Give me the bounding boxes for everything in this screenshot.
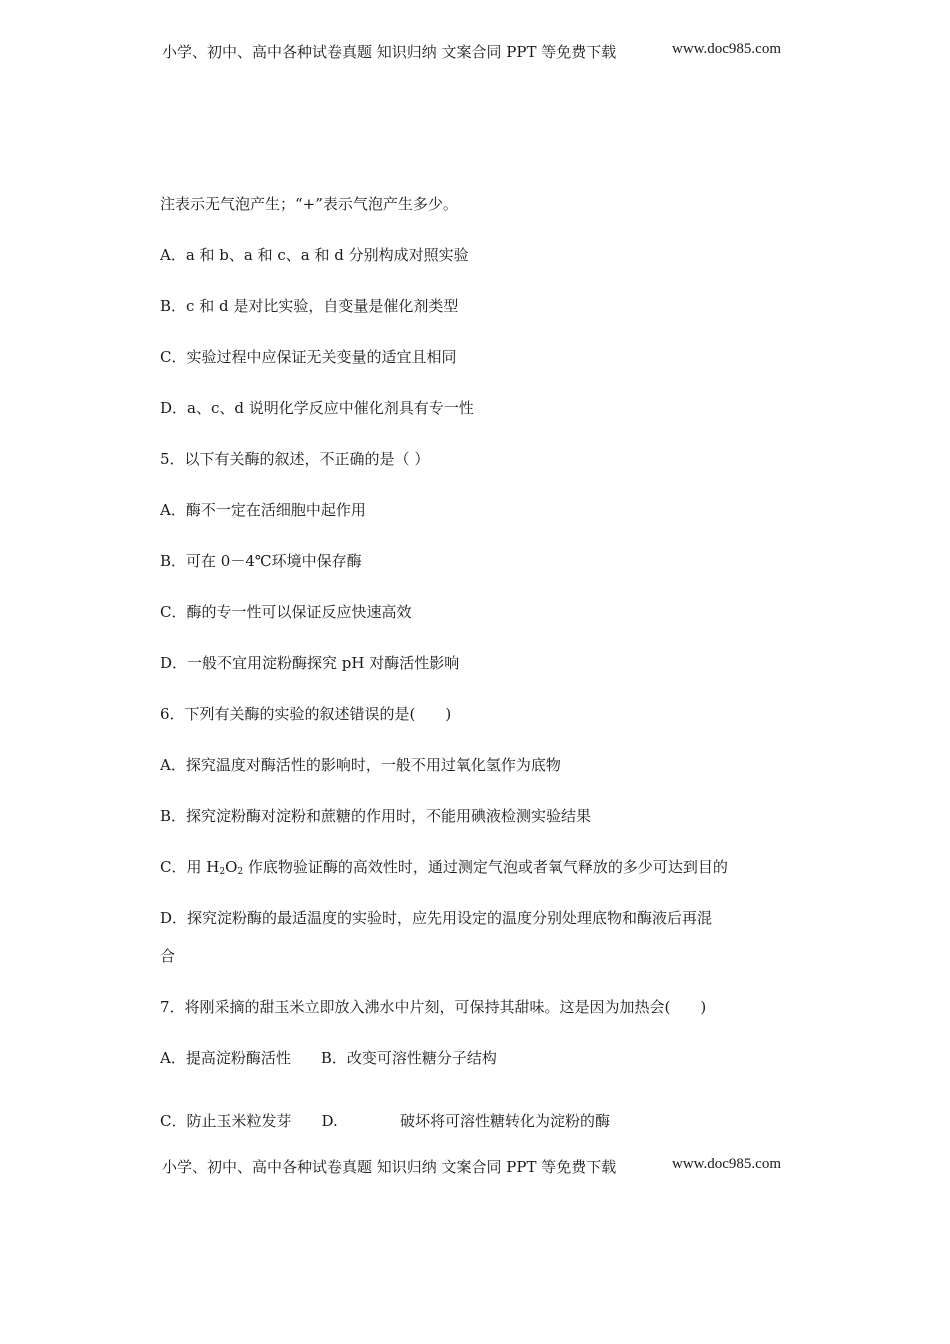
q4-option-d: D．a、c、d 说明化学反应中催化剂具有专一性 — [160, 399, 474, 417]
q5-option-b: B．可在 0－4℃环境中保存酶 — [160, 552, 362, 570]
page-header — [162, 41, 802, 62]
q7-options-cd — [160, 1110, 680, 1131]
header-site-link[interactable]: www.doc985.com — [672, 41, 782, 57]
q6-option-c — [160, 856, 728, 877]
q5-option-a: A．酶不一定在活细胞中起作用 — [160, 501, 366, 519]
footer-text: 小学、初中、高中各种试卷真题 知识归纳 文案合同 PPT 等免费下载 — [162, 1158, 617, 1176]
q6-option-d-line2: 合 — [160, 947, 176, 965]
q6-stem: 6．下列有关酶的实验的叙述错误的是( ) — [160, 705, 452, 723]
q7-option-c: C．防止玉米粒发芽 D. — [160, 1112, 338, 1130]
q5-option-c: C．酶的专一性可以保证反应快速高效 — [160, 603, 412, 621]
q6-option-c-mid: O — [225, 858, 238, 876]
header-text: 小学、初中、高中各种试卷真题 知识归纳 文案合同 PPT 等免费下载 — [162, 43, 617, 61]
q7-options-ab: A．提高淀粉酶活性 B．改变可溶性糖分子结构 — [160, 1049, 497, 1067]
h2o2-subscript-2: 2 — [237, 867, 244, 877]
q7-stem: 7．将刚采摘的甜玉米立即放入沸水中片刻，可保持其甜味。这是因为加热会( ) — [160, 998, 707, 1016]
q5-option-d: D．一般不宜用淀粉酶探究 pH 对酶活性影响 — [160, 654, 460, 672]
h2o2-subscript-1: 2 — [219, 867, 226, 877]
q6-option-d-line1: D．探究淀粉酶的最适温度的实验时，应先用设定的温度分别处理底物和酶液后再混 — [160, 909, 713, 927]
q6-option-a: A．探究温度对酶活性的影响时，一般不用过氧化氢作为底物 — [160, 756, 561, 774]
q4-option-b: B．c 和 d 是对比实验，自变量是催化剂类型 — [160, 297, 459, 315]
page-footer — [162, 1156, 802, 1177]
table-note: 注表示无气泡产生；“+”表示气泡产生多少。 — [160, 195, 458, 213]
q4-option-a: A．a 和 b、a 和 c、a 和 d 分别构成对照实验 — [160, 246, 469, 264]
q6-option-c-suffix: 作底物验证酶的高效性时，通过测定气泡或者氧气释放的多少可达到目的 — [243, 858, 728, 876]
footer-site-link[interactable]: www.doc985.com — [672, 1156, 782, 1172]
q6-option-c-prefix: C．用 H — [160, 858, 220, 876]
q6-option-b: B．探究淀粉酶对淀粉和蔗糖的作用时，不能用碘液检测实验结果 — [160, 807, 592, 825]
q5-stem: 5．以下有关酶的叙述，不正确的是（ ） — [160, 450, 430, 468]
q4-option-c: C．实验过程中应保证无关变量的适宜且相同 — [160, 348, 457, 366]
q7-option-d-text: 破坏将可溶性糖转化为淀粉的酶 — [400, 1112, 611, 1130]
